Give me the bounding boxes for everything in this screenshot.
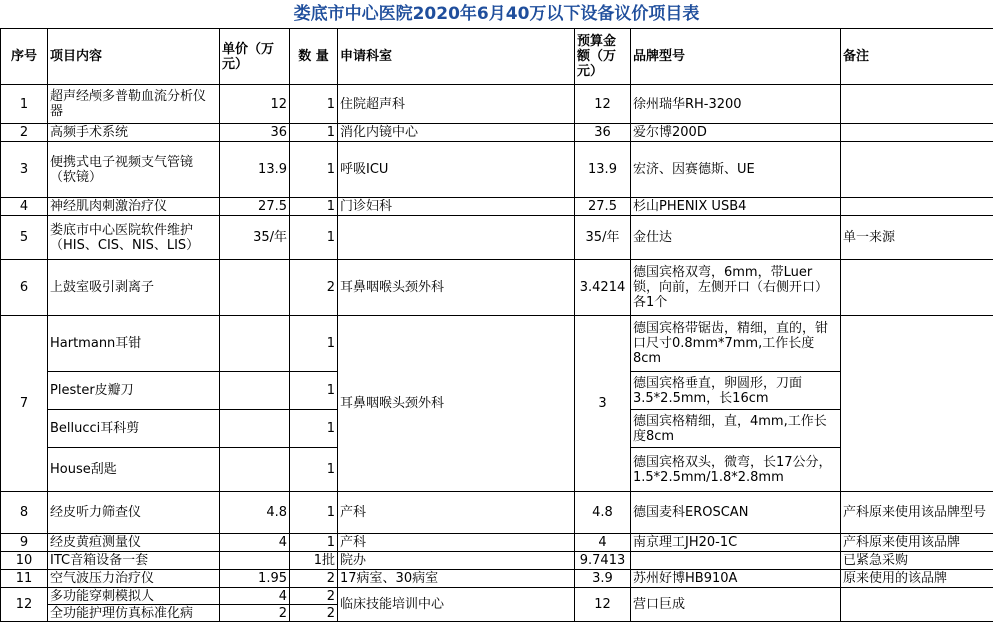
cell-qty[interactable]: 1: [290, 216, 338, 260]
cell-price[interactable]: 35/年: [220, 216, 290, 260]
header-price[interactable]: 单价（万元）: [220, 29, 290, 85]
cell-note[interactable]: 产科原来使用该品牌型号: [841, 492, 993, 534]
cell-brand[interactable]: 德国宾格垂直，卵圆形，刀面3.5*2.5mm，长16cm: [631, 372, 841, 410]
table-row: [1, 216, 993, 260]
cell-brand[interactable]: 德国宾格双头，微弯，长17公分，1.5*2.5mm/1.8*2.8mm: [631, 448, 841, 492]
cell-note[interactable]: 产科原来使用该品牌: [841, 534, 993, 552]
cell-dept[interactable]: 院办: [338, 552, 575, 570]
header-note[interactable]: 备注: [841, 29, 993, 85]
cell-brand[interactable]: 苏州好博HB910A: [631, 570, 841, 588]
cell-qty[interactable]: 1: [290, 85, 338, 124]
cell-qty[interactable]: 2: [290, 260, 338, 316]
header-budget[interactable]: 预算金额（万元）: [575, 29, 631, 85]
cell-brand[interactable]: 南京理工JH20-1C: [631, 534, 841, 552]
cell-item[interactable]: 便携式电子视频支气管镜（软镜）: [48, 142, 220, 198]
cell-dept[interactable]: [338, 216, 575, 260]
header-seq[interactable]: 序号: [1, 29, 48, 85]
cell-qty[interactable]: 1: [290, 316, 338, 372]
cell-budget[interactable]: 36: [575, 124, 631, 142]
cell-price[interactable]: 4: [220, 534, 290, 552]
table-row: [1, 260, 993, 316]
cell-qty[interactable]: 2: [290, 570, 338, 588]
header-qty[interactable]: 数 量: [290, 29, 338, 85]
cell-dept[interactable]: 产科: [338, 534, 575, 552]
cell-price[interactable]: 27.5: [220, 198, 290, 216]
cell-seq[interactable]: 10: [1, 552, 48, 570]
cell-item[interactable]: 经皮听力筛查仪: [48, 492, 220, 534]
cell-qty[interactable]: 1: [290, 142, 338, 198]
cell-dept[interactable]: 消化内镜中心: [338, 124, 575, 142]
cell-price[interactable]: 1.95: [220, 570, 290, 588]
cell-seq[interactable]: 1: [1, 85, 48, 124]
cell-item[interactable]: 经皮黄疸测量仪: [48, 534, 220, 552]
cell-brand[interactable]: [631, 552, 841, 570]
cell-qty[interactable]: 1: [290, 448, 338, 492]
cell-dept[interactable]: 呼吸ICU: [338, 142, 575, 198]
cell-budget[interactable]: 13.9: [575, 142, 631, 198]
cell-item[interactable]: Hartmann耳钳: [48, 316, 220, 372]
cell-budget[interactable]: 12: [575, 588, 631, 622]
cell-note[interactable]: [841, 588, 993, 622]
cell-dept[interactable]: 门诊妇科: [338, 198, 575, 216]
cell-price[interactable]: 36: [220, 124, 290, 142]
header-brand[interactable]: 品牌型号: [631, 29, 841, 85]
table-row: [1, 142, 993, 198]
cell-brand[interactable]: 德国麦科EROSCAN: [631, 492, 841, 534]
cell-budget[interactable]: 3: [575, 316, 631, 492]
cell-item[interactable]: 超声经颅多普勒血流分析仪器: [48, 85, 220, 124]
cell-budget[interactable]: 4: [575, 534, 631, 552]
cell-brand[interactable]: 杉山PHENIX USB4: [631, 198, 841, 216]
cell-price[interactable]: 12: [220, 85, 290, 124]
cell-price[interactable]: 4: [220, 588, 290, 605]
cell-price[interactable]: 2: [220, 605, 290, 622]
sheet-title: 娄底市中心医院2020年6月40万以下设备议价项目表: [293, 4, 700, 24]
cell-note[interactable]: 单一来源: [841, 216, 993, 260]
table-row: [1, 570, 993, 588]
cell-item[interactable]: Plester皮瓣刀: [48, 372, 220, 410]
cell-item[interactable]: 多功能穿刺模拟人: [48, 588, 220, 605]
cell-price[interactable]: [220, 316, 290, 372]
cell-brand[interactable]: 德国宾格带锯齿，精细，直的，钳口尺寸0.8mm*7mm,工作长度8cm: [631, 316, 841, 372]
cell-note[interactable]: 原来使用的该品牌: [841, 570, 993, 588]
cell-seq[interactable]: 12: [1, 588, 48, 622]
cell-seq[interactable]: 4: [1, 198, 48, 216]
cell-item[interactable]: 上鼓室吸引剥离子: [48, 260, 220, 316]
table-row: [1, 552, 993, 570]
cell-note[interactable]: [841, 316, 993, 492]
header-dept[interactable]: 申请科室: [338, 29, 575, 85]
cell-budget[interactable]: 3.9: [575, 570, 631, 588]
cell-budget[interactable]: 3.4214: [575, 260, 631, 316]
table-row: [1, 316, 993, 372]
cell-note[interactable]: [841, 198, 993, 216]
cell-dept[interactable]: 产科: [338, 492, 575, 534]
table-row: [1, 534, 993, 552]
cell-price[interactable]: [220, 448, 290, 492]
table-row: [1, 124, 993, 142]
cell-note[interactable]: [841, 85, 993, 124]
cell-budget[interactable]: 4.8: [575, 492, 631, 534]
cell-seq[interactable]: 11: [1, 570, 48, 588]
cell-price[interactable]: [220, 260, 290, 316]
cell-qty[interactable]: 2: [290, 605, 338, 622]
cell-item[interactable]: ITC音箱设备一套: [48, 552, 220, 570]
cell-qty[interactable]: 1: [290, 410, 338, 448]
cell-seq[interactable]: 7: [1, 316, 48, 492]
cell-note[interactable]: 已紧急采购: [841, 552, 993, 570]
cell-item[interactable]: 全功能护理仿真标准化病: [48, 605, 220, 622]
cell-brand[interactable]: 徐州瑞华RH-3200: [631, 85, 841, 124]
cell-price[interactable]: [220, 410, 290, 448]
cell-item[interactable]: Bellucci耳科剪: [48, 410, 220, 448]
cell-seq[interactable]: 2: [1, 124, 48, 142]
cell-qty[interactable]: 1批: [290, 552, 338, 570]
cell-brand[interactable]: 爱尔博200D: [631, 124, 841, 142]
cell-qty[interactable]: 1: [290, 534, 338, 552]
table-row: [1, 492, 993, 534]
cell-item[interactable]: 神经肌肉刺激治疗仪: [48, 198, 220, 216]
cell-brand[interactable]: 德国宾格精细，直，4mm,工作长度8cm: [631, 410, 841, 448]
cell-seq[interactable]: 6: [1, 260, 48, 316]
cell-qty[interactable]: 1: [290, 372, 338, 410]
cell-budget[interactable]: 27.5: [575, 198, 631, 216]
cell-budget[interactable]: 35/年: [575, 216, 631, 260]
cell-dept[interactable]: 临床技能培训中心: [338, 588, 575, 622]
cell-qty[interactable]: 1: [290, 124, 338, 142]
cell-seq[interactable]: 9: [1, 534, 48, 552]
cell-seq[interactable]: 3: [1, 142, 48, 198]
cell-qty[interactable]: 1: [290, 492, 338, 534]
cell-dept[interactable]: 17病室、30病室: [338, 570, 575, 588]
cell-qty[interactable]: 2: [290, 588, 338, 605]
cell-budget[interactable]: 12: [575, 85, 631, 124]
cell-dept[interactable]: 耳鼻咽喉头颈外科: [338, 260, 575, 316]
cell-note[interactable]: [841, 124, 993, 142]
cell-qty[interactable]: 1: [290, 198, 338, 216]
cell-seq[interactable]: 8: [1, 492, 48, 534]
cell-brand[interactable]: 德国宾格双弯，6mm，带Luer锁，向前，左侧开口（右侧开口）各1个: [631, 260, 841, 316]
cell-budget[interactable]: 9.7413: [575, 552, 631, 570]
cell-item[interactable]: 高频手术系统: [48, 124, 220, 142]
cell-dept[interactable]: 住院超声科: [338, 85, 575, 124]
cell-brand[interactable]: 金仕达: [631, 216, 841, 260]
table-row: [1, 198, 993, 216]
cell-note[interactable]: [841, 142, 993, 198]
table-row: [1, 588, 993, 605]
cell-price[interactable]: [220, 372, 290, 410]
cell-price[interactable]: 4.8: [220, 492, 290, 534]
cell-item[interactable]: 空气波压力治疗仪: [48, 570, 220, 588]
cell-dept[interactable]: 耳鼻咽喉头颈外科: [338, 316, 575, 492]
cell-brand[interactable]: 宏济、因赛德斯、UE: [631, 142, 841, 198]
cell-brand[interactable]: 营口巨成: [631, 588, 841, 622]
header-item[interactable]: 项目内容: [48, 29, 220, 85]
cell-price[interactable]: [220, 552, 290, 570]
table-row: [1, 85, 993, 124]
cell-price[interactable]: 13.9: [220, 142, 290, 198]
cell-item[interactable]: 娄底市中心医院软件维护（HIS、CIS、NIS、LIS）: [48, 216, 220, 260]
cell-item[interactable]: House刮匙: [48, 448, 220, 492]
device-table: [0, 28, 993, 622]
cell-seq[interactable]: 5: [1, 216, 48, 260]
cell-note[interactable]: [841, 260, 993, 316]
header-row: [1, 29, 993, 85]
